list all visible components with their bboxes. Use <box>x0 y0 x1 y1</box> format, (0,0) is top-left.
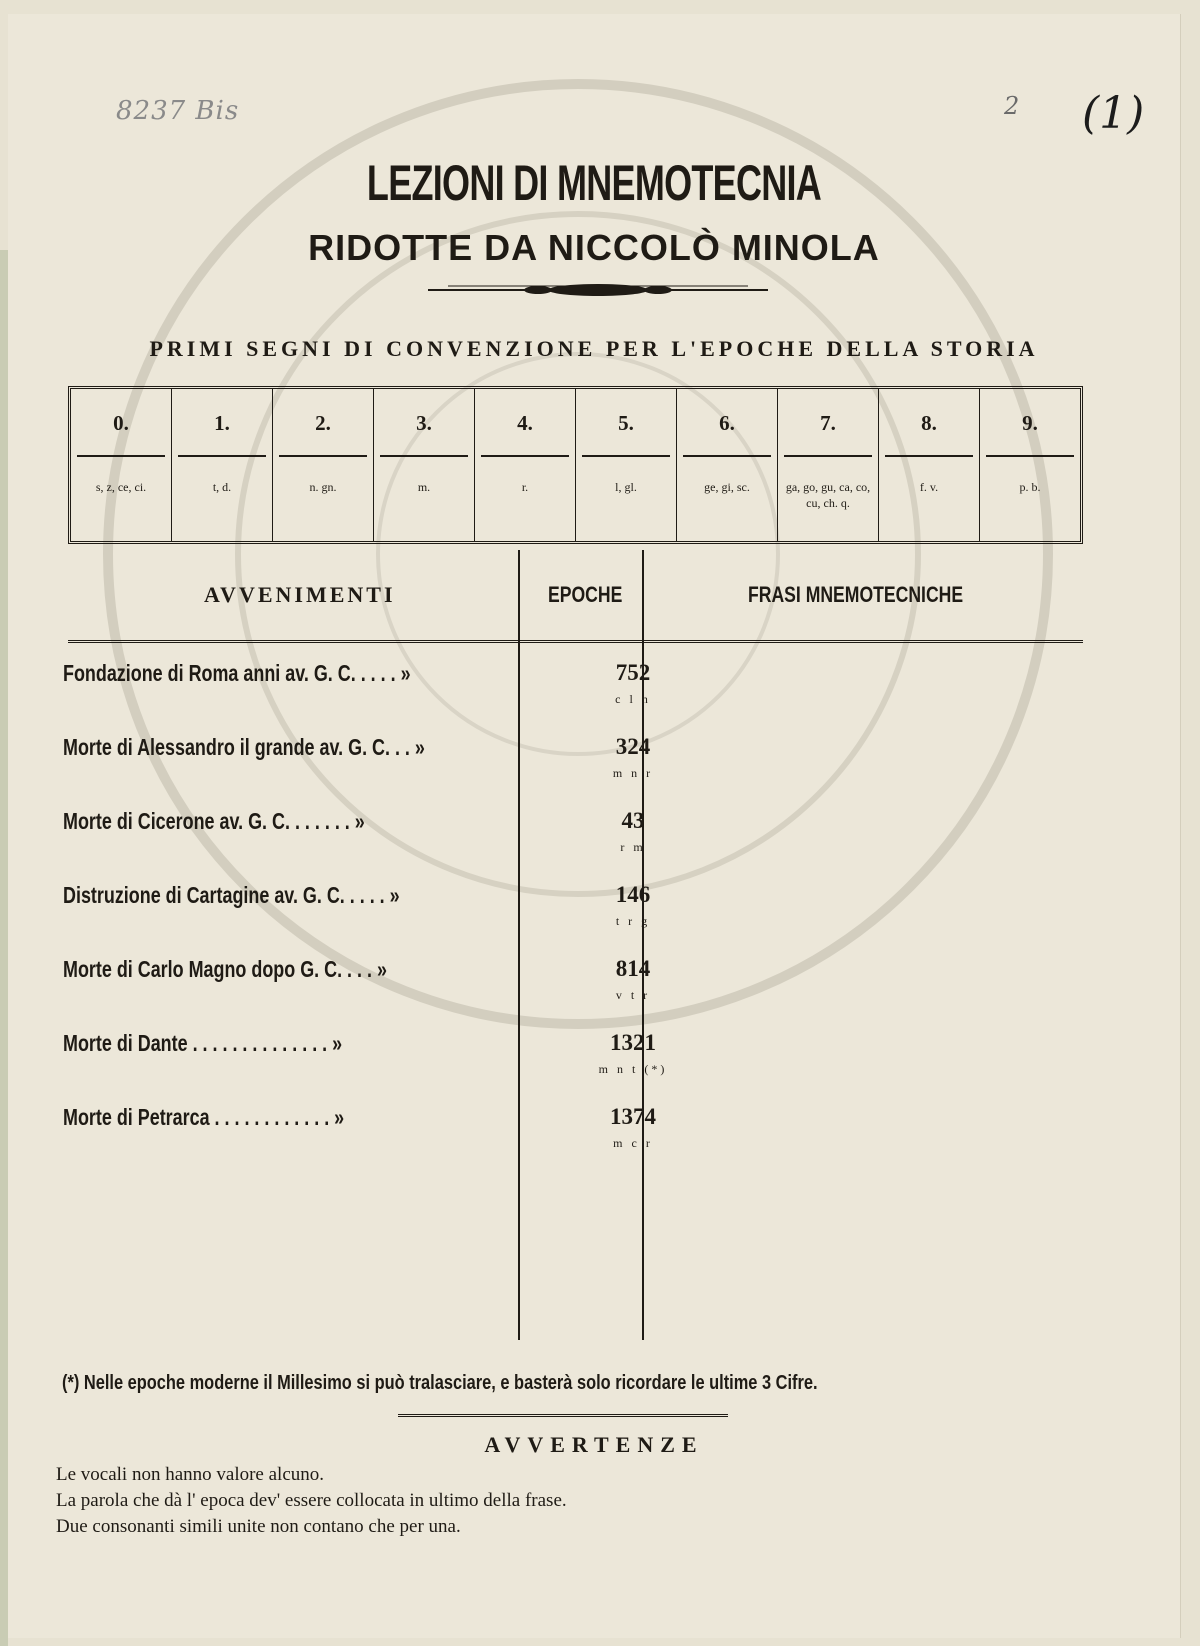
warnings-title: AVVERTENZE <box>484 1432 704 1457</box>
event-row <box>63 660 1163 720</box>
code-letters: m. <box>417 480 431 494</box>
code-letters: p. b. <box>1019 480 1041 494</box>
event-year: 146 <box>615 882 651 907</box>
warning-line: La parola che dà l' epoca dev' essere collocata in ultimo della frase. <box>56 1490 567 1511</box>
document-page <box>8 14 1180 1638</box>
header-rule <box>68 640 1083 643</box>
event-consonant-code: m n t (*) <box>598 1062 668 1076</box>
footnote: (*) Nelle epoche moderne il Millesimo si può tralasciare, e basterà solo ricordare le ultime 3 Cifre. <box>62 1372 818 1394</box>
document-subtitle: RIDOTTE DA NICCOLÒ MINOLA <box>308 227 880 268</box>
code-letters: s, z, ce, ci. <box>95 480 147 494</box>
event-year: 814 <box>615 956 651 981</box>
event-name: Morte di Alessandro il grande av. G. C. . . » <box>63 734 425 760</box>
event-year: 1321 <box>610 1030 656 1055</box>
event-row <box>63 734 1163 794</box>
code-digit: 5. <box>618 411 634 435</box>
code-letters: ga, go, gu, ca, co, cu, ch. q. <box>785 480 871 510</box>
code-letters: l, gl. <box>615 480 637 494</box>
column-header-events: AVVENIMENTI <box>204 582 396 607</box>
code-cell <box>677 389 778 541</box>
code-cell <box>172 389 273 541</box>
section-separator <box>398 1414 728 1417</box>
code-cell <box>374 389 475 541</box>
ornament-divider <box>418 280 778 300</box>
code-cell <box>576 389 677 541</box>
event-year: 324 <box>615 734 651 759</box>
event-year: 752 <box>615 660 651 685</box>
code-digit: 2. <box>315 411 331 435</box>
event-row <box>63 956 1163 1016</box>
code-cell <box>980 389 1080 541</box>
warning-line: Due consonanti simili unite non contano che per una. <box>56 1516 461 1537</box>
document-title: LEZIONI DI MNEMOTECNIA <box>366 155 822 211</box>
code-cell <box>879 389 980 541</box>
event-consonant-code: m n r <box>612 766 654 780</box>
code-digit: 9. <box>1022 411 1038 435</box>
binding-edge <box>0 250 8 1646</box>
event-name: Fondazione di Roma anni av. G. C. . . . . » <box>63 660 411 686</box>
event-consonant-code: t r g <box>615 914 651 928</box>
event-consonant-code: r m <box>620 840 646 854</box>
event-name: Distruzione di Cartagine av. G. C. . . . . » <box>63 882 400 908</box>
code-digit: 6. <box>719 411 735 435</box>
pencil-page-number: 2 <box>1004 92 1020 120</box>
code-letters: ge, gi, sc. <box>704 480 750 494</box>
code-digit: 3. <box>416 411 432 435</box>
code-letters: n. gn. <box>309 480 337 494</box>
digit-code-table <box>68 386 1083 544</box>
column-header-epochs: EPOCHE <box>548 582 623 607</box>
event-row <box>63 1104 1163 1164</box>
code-cell <box>778 389 879 541</box>
code-letters: f. v. <box>919 480 939 494</box>
column-header-phrases: FRASI MNEMOTECNICHE <box>748 582 964 607</box>
event-consonant-code: c l n <box>615 692 651 706</box>
event-year: 1374 <box>610 1104 656 1129</box>
call-number-annotation: 8237 Bis <box>116 96 240 126</box>
event-consonant-code: v t r <box>615 988 651 1002</box>
event-consonant-code: m c r <box>613 1136 653 1150</box>
event-year: 43 <box>621 808 645 833</box>
code-cell <box>71 389 172 541</box>
code-digit: 8. <box>921 411 937 435</box>
code-letters: r. <box>521 480 529 494</box>
code-digit: 7. <box>820 411 836 435</box>
warning-line: Le vocali non hanno valore alcuno. <box>56 1464 325 1485</box>
ink-page-number: (1) <box>1082 88 1145 139</box>
event-name: Morte di Dante . . . . . . . . . . . . . . » <box>63 1030 343 1056</box>
event-row <box>63 882 1163 942</box>
code-digit: 0. <box>113 411 129 435</box>
code-cell <box>475 389 576 541</box>
code-digit: 4. <box>517 411 533 435</box>
event-row <box>63 1030 1163 1090</box>
event-name: Morte di Petrarca . . . . . . . . . . . . » <box>63 1104 345 1130</box>
code-cell <box>273 389 374 541</box>
code-letters: t, d. <box>212 480 232 494</box>
code-digit: 1. <box>214 411 230 435</box>
event-row <box>63 808 1163 868</box>
event-name: Morte di Carlo Magno dopo G. C. . . . » <box>63 956 387 982</box>
event-name: Morte di Cicerone av. G. C. . . . . . . » <box>63 808 365 834</box>
code-table-heading: PRIMI SEGNI DI CONVENZIONE PER L'EPOCHE DELLA STORIA <box>149 336 1039 361</box>
